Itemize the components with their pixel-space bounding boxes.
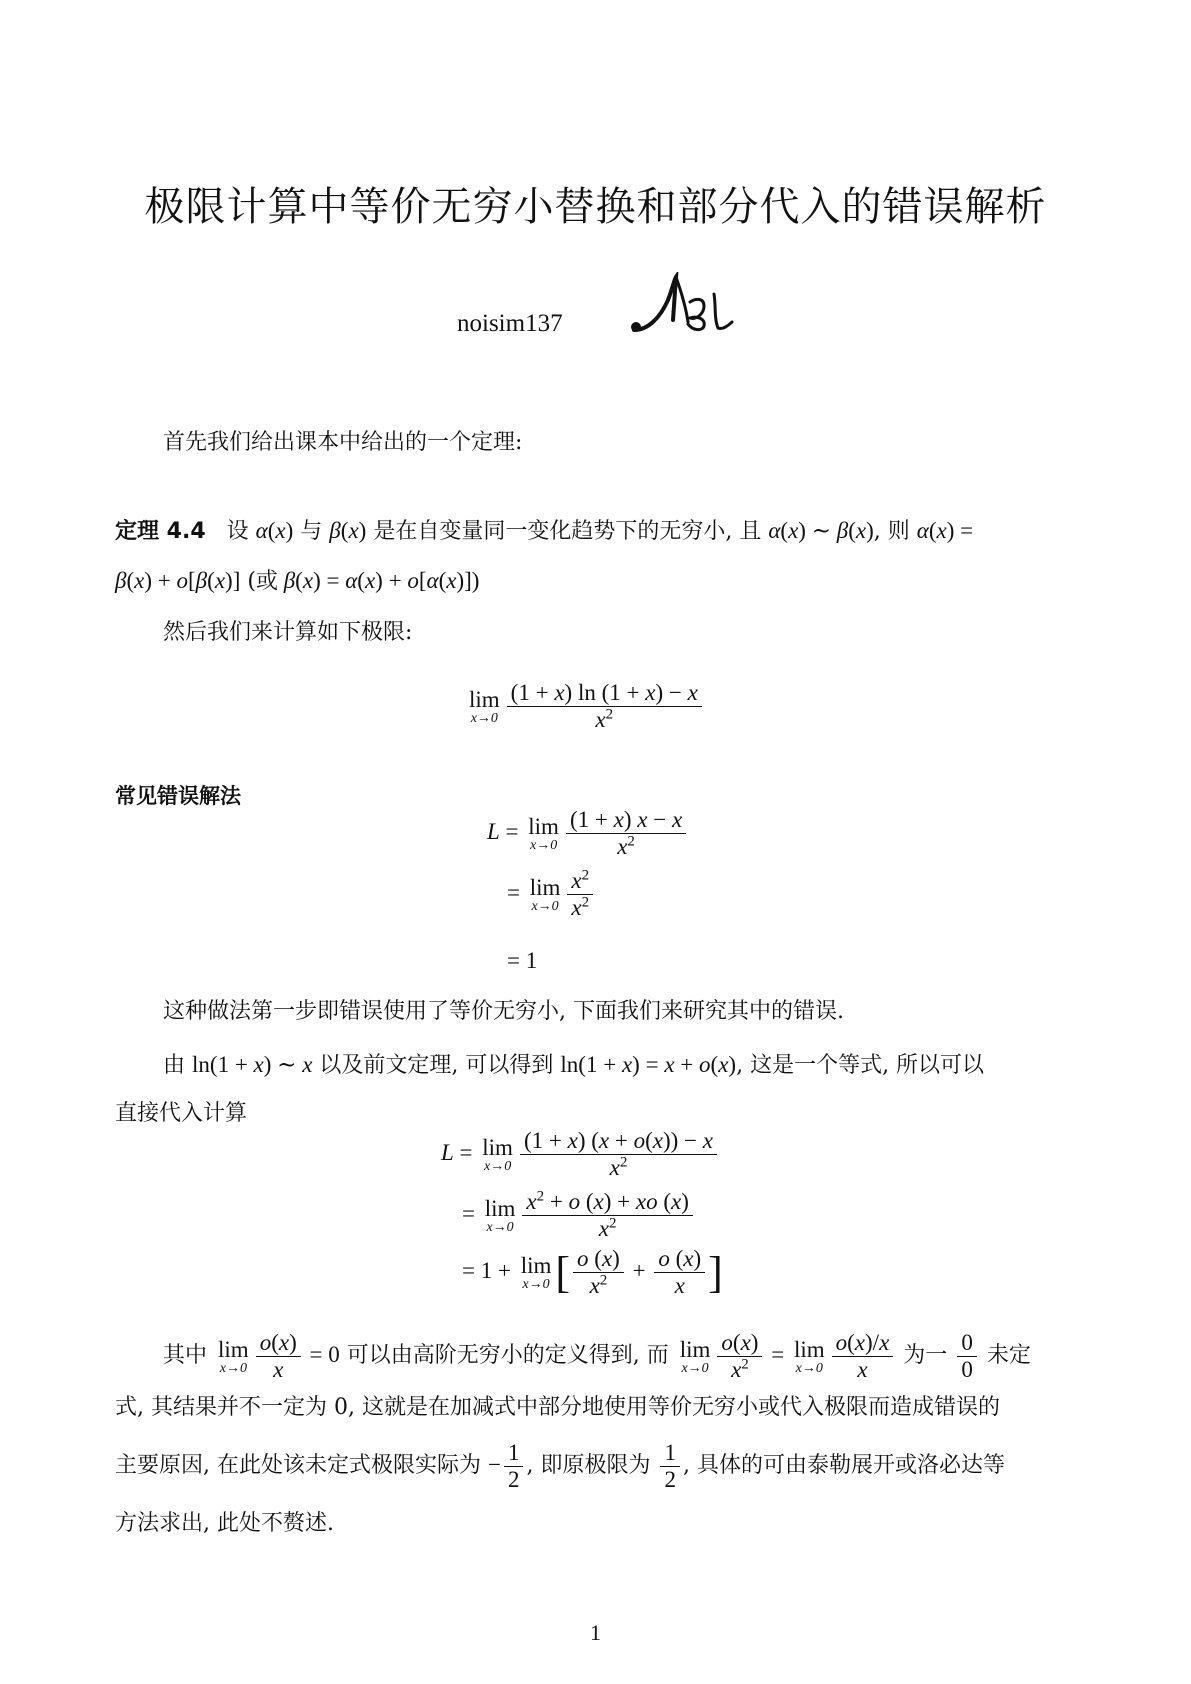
- page-number: 1: [590, 1620, 601, 1645]
- wrong-step-2: = lim x→0 $\frac{x^2}{x^2}$: [507, 868, 596, 922]
- signature-dot: [631, 322, 641, 332]
- theorem-label: 定理 4.4: [115, 519, 206, 544]
- wrong-step-3: = 1: [507, 948, 538, 973]
- signature-stroke-1: [634, 277, 676, 330]
- para-3-line-3: 主要原因, 在此处该未定式极限实际为 − $\frac{1}{2}$ , 即原极限为 $\frac{1}{2}$ , 具体的可由泰勒展开或洛必达等: [115, 1440, 1005, 1493]
- derivation-step-3: = 1 + lim x→0 [ $\frac{o (x)}{x^2}$ + $\frac{o (x)}{x}$ ]: [462, 1246, 723, 1299]
- theorem-line-1: 定理 4.4 设 α(x) 与 β(x) 是在自变量同一变化趋势下的无穷小, 且 α(x) ∼ β(x), 则 α(x) =: [115, 518, 974, 544]
- main-limit-formula: lim x→0 $\frac{(1 + x) \ln (1 + x) - x}{x^2}$: [465, 680, 705, 734]
- calc-intro: 然后我们来计算如下极限:: [163, 620, 413, 645]
- derivation-step-2: = lim x→0 $\frac{x^2 + o (x) + xo (x)}{x^2}$: [462, 1189, 696, 1243]
- para-3-line-2: 式, 其结果并不一定为 0, 这就是在加减式中部分地使用等价无穷小或代入极限而造成错误的: [115, 1395, 1000, 1420]
- comment-1: 这种做法第一步即错误使用了等价无穷小, 下面我们来研究其中的错误.: [163, 999, 844, 1024]
- para-3-line-1: 其中 lim x→0 $\frac{o(x)}{x}$ = 0 可以由高阶无穷小的定义得到, 而 lim x→0 $\frac{o(x)}{x^2}$ = lim x→0 $\frac{o(x)/x}{x}$ 为一 $\frac{0}{0}$ 未定: [163, 1330, 1031, 1383]
- signature-stroke-3: [688, 299, 704, 329]
- signature-stroke-4: [714, 294, 732, 329]
- wrong-step-1: L = lim x→0 $\frac{(1 + x) x - x}{x^2}$: [487, 807, 689, 861]
- para-2-line-2: 直接代入计算: [115, 1101, 248, 1126]
- wrong-solution-heading: 常见错误解法: [115, 784, 241, 808]
- para-3-line-4: 方法求出, 此处不赘述.: [115, 1511, 334, 1536]
- signature-stroke-2: [676, 277, 688, 322]
- page-title: 极限计算中等价无穷小替换和部分代入的错误解析: [144, 184, 1047, 230]
- theorem-line-2: β(x) + o[β(x)] (或 β(x) = α(x) + o[α(x)]): [115, 568, 480, 594]
- derivation-step-1: L = lim x→0 $\frac{(1 + x) (x + o(x)) - x}{x^2}$: [441, 1128, 720, 1182]
- para-2-line-1: 由 ln(1 + x) ∼ x 以及前文定理, 可以得到 ln(1 + x) = x + o(x), 这是一个等式, 所以可以: [163, 1052, 985, 1078]
- author-name: noisim137: [457, 310, 563, 337]
- signature-image: [630, 272, 740, 337]
- intro-text: 首先我们给出课本中给出的一个定理:: [163, 430, 523, 455]
